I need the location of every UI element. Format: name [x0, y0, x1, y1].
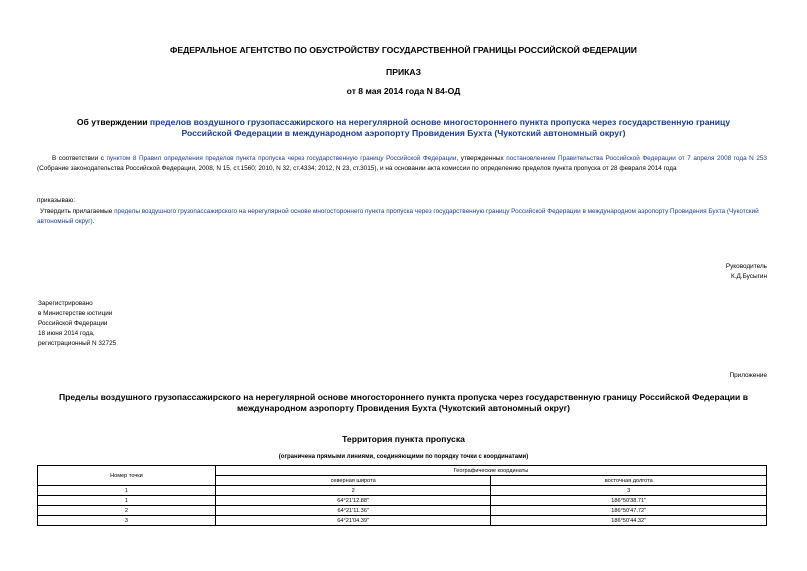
- p3-text-a: Утвердить прилагаемые: [40, 208, 115, 215]
- limits-link[interactable]: пределы воздушного грузопассажирского на нерегулярной основе многостороннего пункта пропуска через государственную границу Российской Федерации в международном аэропорту Провидения Бухта (Чукотский автономный округ): [37, 208, 759, 225]
- territory-heading: Территория пункта пропуска: [342, 434, 465, 444]
- header-latitude: северная широта: [215, 476, 491, 486]
- subject-link[interactable]: пределов воздушного грузопассажирского на нерегулярной основе многостороннего пункта пропуска через государственную границу Российской Федерации в международном аэропорту Провидения Бухта (Чукотский автономный округ): [149, 117, 731, 138]
- latitude-cell: 64°21'12.88": [215, 496, 491, 506]
- point-cell: 1: [38, 496, 216, 506]
- column-number: 3: [491, 486, 767, 496]
- header-longitude: восточная долгота: [491, 476, 767, 486]
- territory-note: (ограничена прямыми линиями, соединяющими по порядку точки с координатами): [278, 454, 529, 460]
- signature-title: Руководитель: [725, 263, 767, 270]
- table-row: [38, 516, 767, 526]
- p1-text-a: В соответствии с: [52, 155, 107, 162]
- coordinates-table: [37, 465, 767, 526]
- column-number: 2: [215, 486, 491, 496]
- registration-line: регистрационный N 32725: [38, 340, 117, 347]
- column-number: 1: [38, 486, 216, 496]
- appendix-title: Пределы воздушного грузопассажирского на нерегулярной основе многостороннего пункта пропуска через государственную границу Российской Федерации в международном аэропорту Провидения Бухта (Чукотский автономный округ): [58, 392, 749, 413]
- registration-line: Зарегистрировано: [38, 300, 93, 307]
- subject-prefix: Об утверждении: [76, 117, 150, 127]
- longitude-cell: 186°50'38.71": [491, 496, 767, 506]
- order-heading: ПРИКАЗ: [386, 67, 421, 77]
- table-row: [38, 496, 767, 506]
- table-row: [38, 506, 767, 516]
- paragraph-order: приказываю:: [37, 197, 75, 204]
- signature-name: К.Д.Бусыгин: [731, 273, 767, 280]
- registration-line: в Министерстве юстиции: [38, 310, 113, 317]
- signature-block: [726, 262, 767, 282]
- resolution-link[interactable]: постановлением Правительства Российской Федерации от 7 апреля 2008 года N 253: [506, 155, 767, 162]
- registration-block: [38, 299, 116, 349]
- appendix-label: Приложение: [729, 372, 767, 379]
- latitude-cell: 64°21'11.36": [215, 506, 491, 516]
- order-date: от 8 мая 2014 года N 84-ОД: [346, 86, 461, 96]
- longitude-cell: 186°50'47.72": [491, 506, 767, 516]
- paragraph-approve: [37, 207, 767, 227]
- order-subject: [60, 117, 747, 139]
- header-geo-coordinates: Географические координаты: [215, 466, 766, 476]
- point-cell: 2: [38, 506, 216, 516]
- registration-line: Российской Федерации: [38, 320, 108, 327]
- header-point-number: Номер точки: [38, 466, 216, 486]
- longitude-cell: 186°50'44.32": [491, 516, 767, 526]
- agency-heading: ФЕДЕРАЛЬНОЕ АГЕНТСТВО ПО ОБУСТРОЙСТВУ ГОСУДАРСТВЕННОЙ ГРАНИЦЫ РОССИЙСКОЙ ФЕДЕРАЦИИ: [170, 45, 637, 55]
- p1-text-c: (Собрание законодательства Российской Федерации, 2008, N 15, ст.1560; 2010, N 32, ст.4334; 2012, N 23, ст.3015), и на основании акта комиссии по определению пределов пункта пропуска от 28 февраля 2014 года: [37, 165, 677, 172]
- point-cell: 3: [38, 516, 216, 526]
- paragraph-basis: [37, 154, 767, 174]
- p1-text-b: , утвержденных: [456, 155, 507, 162]
- latitude-cell: 64°21'04.39": [215, 516, 491, 526]
- rules-link[interactable]: пунктом 8 Правил определения пределов пункта пропуска через государственную границу Российской Федерации: [106, 155, 457, 162]
- registration-line: 18 июня 2014 года,: [38, 330, 95, 337]
- p3-text-b: .: [92, 218, 95, 225]
